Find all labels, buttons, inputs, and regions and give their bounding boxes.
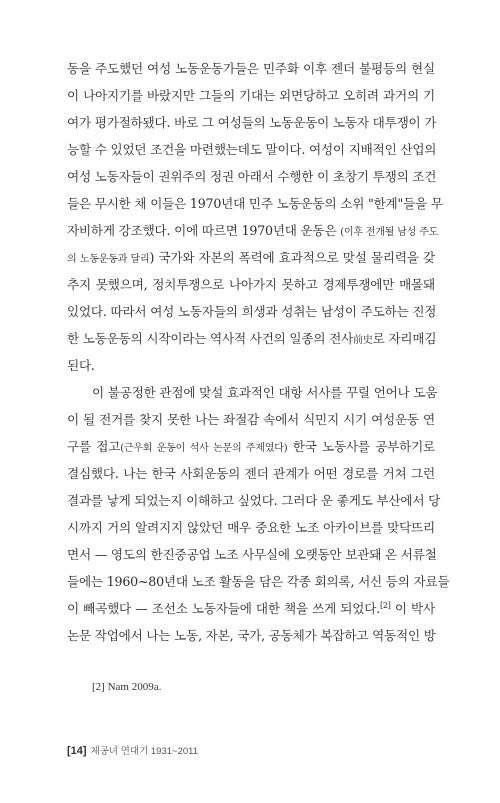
inline-note: 前史 <box>353 335 373 346</box>
inline-note: (근우회 운동이 석사 논문의 주제였다) <box>120 443 288 454</box>
inline-note: 의 노동운동과 달리 <box>67 254 150 265</box>
body-line: 이 불공정한 관점에 맞설 효과적인 대항 서사를 꾸릴 언어나 도움 <box>92 385 438 400</box>
text-run: 한국 노동사를 공부하기로 <box>287 439 436 454</box>
body-line: 추지 못했으며, 정치투쟁으로 나아가지 못하고 경제투쟁에만 매몰돼 <box>67 277 435 292</box>
body-line: 들에는 1960~80년대 노조 활동을 담은 각종 회의록, 서신 등의 자료들 <box>67 574 450 589</box>
body-line: 여가 평가절하됐다. 바로 그 여성들의 노동운동이 노동자 대투쟁이 가 <box>67 115 437 130</box>
text-run: ) 국가와 자본의 폭력에 효과적으로 맞설 물리력을 갖 <box>149 250 435 265</box>
body-line <box>67 250 435 268</box>
body-line: 결과를 낳게 되었는지 이해하고 싶었다. 그러다 운 좋게도 부산에서 당 <box>67 493 441 508</box>
body-line: 들은 무시한 채 이들은 1970년대 민주 노동운동의 소위 "한계"들을 무 <box>67 196 443 211</box>
body-line <box>67 439 435 457</box>
inline-note: (이후 전개될 남성 주도 <box>340 227 439 238</box>
page-number: [14] <box>67 745 87 757</box>
text-run: 이 빼곡했다 — 조선소 노동자들에 대한 책을 쓰게 되었다. <box>67 601 380 616</box>
text-run: 이 박사 <box>390 601 435 616</box>
book-title: 체공녀 연대기 1931~2011 <box>90 746 199 757</box>
body-line <box>67 601 435 617</box>
body-line: 결심했다. 나는 한국 사회운동의 젠더 관계가 어떤 경로를 거쳐 그런 <box>67 466 435 481</box>
body-line: 여성 노동자들이 권위주의 정권 아래서 수행한 이 초창기 투쟁의 조건 <box>67 169 437 184</box>
page-footer <box>67 743 198 757</box>
text-run: 한 노동운동의 시작이라는 역사적 사건의 일종의 전사 <box>67 331 354 346</box>
body-line: 있었다. 따라서 여성 노동자들의 희생과 성취는 남성이 주도하는 진정 <box>67 304 437 319</box>
body-line: 이 될 전거를 찾지 못한 나는 좌절감 속에서 식민지 시기 여성운동 연 <box>67 412 435 427</box>
body-line <box>67 223 439 241</box>
body-line: 시까지 거의 알려지지 않았던 매우 중요한 노조 아카이브를 맞닥뜨리 <box>67 520 435 535</box>
text-run: 구를 접고 <box>67 439 121 454</box>
body-line <box>67 331 435 349</box>
body-line: 논문 작업에서 나는 노동, 자본, 국가, 공동체가 복잡하고 역동적인 방 <box>67 628 436 643</box>
body-line: 능할 수 있었던 조건을 마련했는데도 말이다. 여성이 지배적인 산업의 <box>67 142 437 157</box>
text-run: 로 자리매김 <box>372 331 437 346</box>
body-line: 동을 주도했던 여성 노동운동가들은 민주화 이후 젠더 불평등의 현실 <box>67 61 435 76</box>
footnote-ref[interactable]: [2] <box>379 600 391 610</box>
body-line: 이 나아지기를 바랐지만 그들의 기대는 외면당하고 오히려 과거의 기 <box>67 88 435 103</box>
text-run: 자비하게 강조했다. 이에 따르면 1970년대 운동은 <box>67 223 341 238</box>
footnote: [2] Nam 2009a. <box>92 681 162 693</box>
body-line: 된다. <box>67 358 95 373</box>
body-line: 면서 — 영도의 한진중공업 노조 사무실에 오랫동안 보관돼 온 서류철 <box>67 547 437 562</box>
